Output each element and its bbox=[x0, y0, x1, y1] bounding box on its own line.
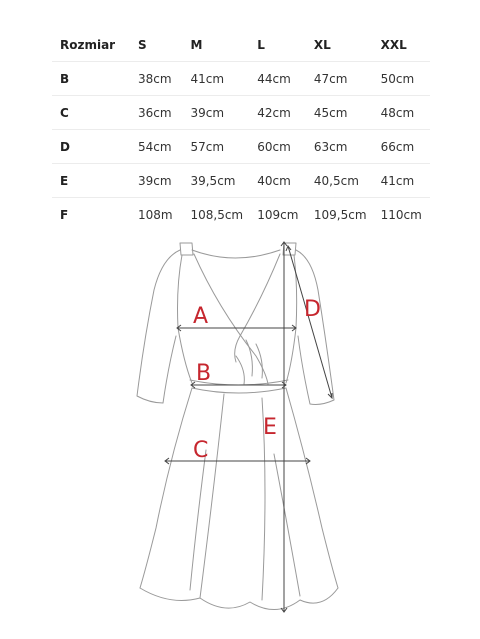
header-l: L bbox=[257, 28, 314, 62]
table-header-row bbox=[52, 28, 430, 62]
table-cell: 41cm bbox=[381, 164, 430, 198]
table-cell: 39cm bbox=[190, 96, 257, 130]
table-cell: 66cm bbox=[381, 130, 430, 164]
label-b: B bbox=[196, 361, 212, 386]
table-row bbox=[52, 130, 430, 164]
table-cell: 110cm bbox=[380, 207, 422, 222]
size-table bbox=[52, 28, 430, 231]
table-cell: 54cm bbox=[138, 130, 190, 164]
label-a: A bbox=[193, 304, 209, 329]
table-cell: 48cm bbox=[381, 96, 430, 130]
table-cell: 109cm bbox=[257, 207, 299, 222]
table-cell: 63cm bbox=[314, 130, 381, 164]
table-cell: 40cm bbox=[257, 164, 314, 198]
label-e: E bbox=[263, 415, 277, 440]
header-s: S bbox=[138, 28, 190, 62]
row-label: C bbox=[52, 96, 138, 130]
table-cell: 44cm bbox=[257, 62, 314, 96]
dress-measurement-diagram bbox=[0, 228, 480, 639]
table-cell: 50cm bbox=[381, 62, 430, 96]
measurement-labels bbox=[193, 297, 321, 463]
table-cell: 108m bbox=[138, 207, 173, 222]
row-label: B bbox=[52, 62, 138, 96]
table-cell: 57cm bbox=[190, 130, 257, 164]
table-cell: 41cm bbox=[190, 62, 257, 96]
table-row bbox=[52, 96, 430, 130]
row-label: E bbox=[52, 164, 138, 198]
header-xxl: XXL bbox=[381, 28, 430, 62]
label-c: C bbox=[193, 438, 209, 463]
table-cell: 42cm bbox=[257, 96, 314, 130]
row-label: D bbox=[52, 130, 138, 164]
row-label: F bbox=[60, 207, 69, 222]
table-cell: 39cm bbox=[138, 164, 190, 198]
table-row bbox=[52, 62, 430, 96]
table-cell: 45cm bbox=[314, 96, 381, 130]
table-cell: 39,5cm bbox=[190, 164, 257, 198]
table-cell: 109,5cm bbox=[313, 207, 367, 222]
table-row bbox=[52, 164, 430, 198]
table-cell: 108,5cm bbox=[190, 207, 244, 222]
table-cell: 60cm bbox=[257, 130, 314, 164]
header-xl: XL bbox=[314, 28, 381, 62]
table-row bbox=[52, 198, 430, 232]
header-size: Rozmiar bbox=[52, 28, 138, 62]
header-m: M bbox=[190, 28, 257, 62]
table-cell: 47cm bbox=[314, 62, 381, 96]
table-cell: 38cm bbox=[138, 62, 190, 96]
table-cell: 40,5cm bbox=[314, 164, 381, 198]
table-cell: 36cm bbox=[138, 96, 190, 130]
label-d: D bbox=[304, 297, 321, 322]
